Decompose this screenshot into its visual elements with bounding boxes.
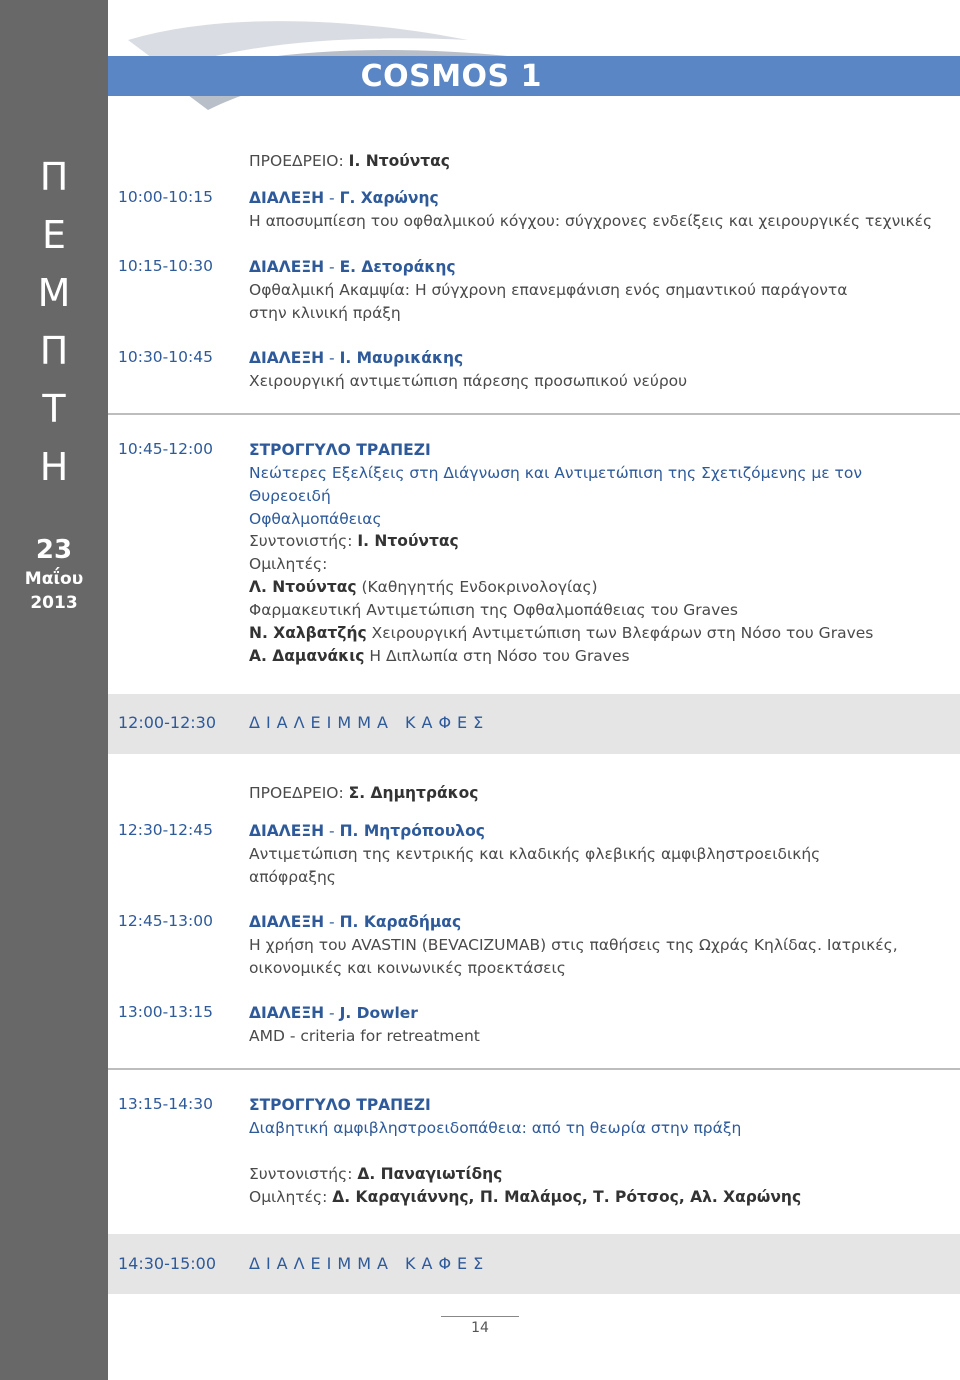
- time-slot: 12:30-12:45: [118, 821, 213, 839]
- coffee-break-label: ΔΙΑΛΕΙΜΜΑ ΚΑΦΕΣ: [249, 713, 490, 732]
- speaker-name: J. Dowler: [339, 1004, 418, 1022]
- roundtable-item: [249, 439, 939, 531]
- day-letter: Π: [39, 329, 69, 373]
- lecture-title: Οφθαλμική Ακαμψία: Η σύγχρονη επανεμφάνιση ενός σημαντικού παράγοντα: [249, 281, 848, 299]
- time-slot: 13:15-14:30: [118, 1095, 213, 1113]
- time-slot: 10:00-10:15: [118, 188, 213, 206]
- lecture-title: Η χρήση του AVASTIN (BEVACIZUMAB) στις παθήσεις της Ωχράς Κηλίδας. Ιατρικές,: [249, 936, 898, 954]
- speaker-name: Π. Μητρόπουλος: [339, 822, 485, 840]
- lecture-type: ΔΙΑΛΕΞΗ: [249, 913, 325, 931]
- lecture-item: ΔΙΑΛΕΞΗ - Ι. Μαυρικάκης Χειρουργική αντιμετώπιση πάρεσης προσωπικού νεύρου: [249, 347, 939, 393]
- lecture-title: Η αποσυμπίεση του οφθαλμικού κόγχου: σύγχρονες ενδείξεις και χειρουργικές τεχνικές: [249, 212, 933, 230]
- moderator-name: Ι. Ντούντας: [357, 532, 459, 550]
- date-year: 2013: [30, 593, 78, 613]
- time-slot: 12:45-13:00: [118, 912, 213, 930]
- speaker-name: Ε. Δετοράκης: [339, 258, 456, 276]
- roundtable-title: ΣΤΡΟΓΓΥΛΟ ΤΡΑΠΕΖΙ: [249, 441, 431, 459]
- day-letter: Π: [39, 155, 69, 199]
- speaker-topic: Φαρμακευτική Αντιμετώπιση της Οφθαλμοπάθειας του Graves: [249, 601, 738, 619]
- page-number-rule: [441, 1316, 519, 1317]
- speaker-topic: (Καθηγητής Ενδοκρινολογίας): [356, 578, 598, 596]
- day-letter: Μ: [37, 271, 71, 315]
- time-slot: 12:00-12:30: [118, 713, 216, 732]
- lecture-title: στην κλινική πράξη: [249, 304, 401, 322]
- lecture-title: Χειρουργική αντιμετώπιση πάρεσης προσωπικού νεύρου: [249, 372, 688, 390]
- lecture-type: ΔΙΑΛΕΞΗ: [249, 258, 325, 276]
- speakers-label: Ομιλητές:: [249, 555, 328, 573]
- coffee-break-band: [108, 694, 960, 754]
- time-slot: 10:30-10:45: [118, 348, 213, 366]
- chair-name: Σ. Δημητράκος: [348, 784, 479, 802]
- chair-label: ΠΡΟΕΔΡΕΙΟ:: [249, 784, 344, 802]
- date-month: Μαΐου: [24, 569, 84, 589]
- moderator-label: Συντονιστής:: [249, 1165, 353, 1183]
- chair-label: ΠΡΟΕΔΡΕΙΟ:: [249, 152, 344, 170]
- lecture-title: AMD - criteria for retreatment: [249, 1027, 480, 1045]
- sidebar: [0, 0, 108, 1380]
- day-letter: Τ: [42, 387, 66, 431]
- day-name: [0, 148, 108, 496]
- speaker-name: Γ. Χαρώνης: [339, 189, 439, 207]
- roundtable-topic: Οφθαλμοπάθειας: [249, 510, 382, 528]
- chair-name: Ι. Ντούντας: [348, 152, 450, 170]
- speaker-name: Ν. Χαλβατζής: [249, 624, 367, 642]
- lecture-item: ΔΙΑΛΕΞΗ - Π. Καραδήμας Η χρήση του AVASTIN (BEVACIZUMAB) στις παθήσεις της Ωχράς Κηλίδας. Ιατρικές, οικονομικές και κοινωνικές προεκτάσεις: [249, 911, 939, 980]
- roundtable-topic: Διαβητική αμφιβληστροειδοπάθεια: από τη θεωρία στην πράξη: [249, 1119, 742, 1137]
- time-slot: 10:15-10:30: [118, 257, 213, 275]
- coffee-break-band: [108, 1234, 960, 1294]
- coffee-break-label: ΔΙΑΛΕΙΜΜΑ ΚΑΦΕΣ: [249, 1254, 490, 1273]
- speaker-name: Π. Καραδήμας: [339, 913, 462, 931]
- speaker-topic: Η Διπλωπία στη Νόσο του Graves: [364, 647, 630, 665]
- roundtable-participants: [249, 530, 939, 668]
- day-letter: Ε: [41, 213, 66, 257]
- date-day: 23: [35, 535, 73, 565]
- speaker-name: Ι. Μαυρικάκης: [339, 349, 464, 367]
- speaker-topic: Χειρουργική Αντιμετώπιση των Βλεφάρων στη Νόσο του Graves: [366, 624, 874, 642]
- lecture-item: ΔΙΑΛΕΞΗ - Ε. Δετοράκης Οφθαλμική Ακαμψία: Η σύγχρονη επανεμφάνιση ενός σημαντικού παράγοντα στην κλινική πράξη: [249, 256, 939, 325]
- session-chair: [249, 150, 939, 173]
- moderator-name: Δ. Παναγιωτίδης: [357, 1165, 503, 1183]
- moderator-label: Συντονιστής:: [249, 532, 353, 550]
- day-letter: Η: [39, 445, 69, 489]
- session-chair: [249, 782, 939, 805]
- lecture-title: οικονομικές και κοινωνικές προεκτάσεις: [249, 959, 566, 977]
- speaker-name: Λ. Ντούντας: [249, 578, 357, 596]
- page-title: COSMOS 1: [360, 59, 542, 94]
- divider: [108, 413, 960, 415]
- lecture-title: απόφραξης: [249, 868, 336, 886]
- time-slot: 13:00-13:15: [118, 1003, 213, 1021]
- lecture-title: Αντιμετώπιση της κεντρικής και κλαδικής φλεβικής αμφιβληστροειδικής: [249, 845, 821, 863]
- lecture-item: ΔΙΑΛΕΞΗ - J. Dowler AMD - criteria for retreatment: [249, 1002, 939, 1048]
- speakers-label: Ομιλητές:: [249, 1188, 328, 1206]
- lecture-type: ΔΙΑΛΕΞΗ: [249, 349, 325, 367]
- roundtable-topic: Νεώτερες Εξελίξεις στη Διάγνωση και Αντιμετώπιση της Σχετιζόμενης με τον Θυρεοειδή: [249, 464, 863, 505]
- time-slot: 14:30-15:00: [118, 1254, 216, 1273]
- lecture-type: ΔΙΑΛΕΞΗ: [249, 822, 325, 840]
- lecture-type: ΔΙΑΛΕΞΗ: [249, 189, 325, 207]
- roundtable-title: ΣΤΡΟΓΓΥΛΟ ΤΡΑΠΕΖΙ: [249, 1096, 431, 1114]
- time-slot: 10:45-12:00: [118, 440, 213, 458]
- roundtable-item: [249, 1094, 939, 1140]
- page-number: 14: [471, 1320, 489, 1336]
- lecture-item: ΔΙΑΛΕΞΗ - Π. Μητρόπουλος Αντιμετώπιση της κεντρικής και κλαδικής φλεβικής αμφιβληστροειδικής απόφραξης: [249, 820, 939, 889]
- divider: [108, 1068, 960, 1070]
- speakers-names: Δ. Καραγιάννης, Π. Μαλάμος, Τ. Ρότσος, Αλ. Χαρώνης: [332, 1188, 802, 1206]
- lecture-type: ΔΙΑΛΕΞΗ: [249, 1004, 325, 1022]
- speaker-name: Α. Δαμανάκις: [249, 647, 365, 665]
- lecture-item: ΔΙΑΛΕΞΗ - Γ. Χαρώνης Η αποσυμπίεση του οφθαλμικού κόγχου: σύγχρονες ενδείξεις και χειρουργικές τεχνικές: [249, 187, 939, 233]
- roundtable-participants: [249, 1163, 939, 1209]
- date-block: [0, 533, 108, 615]
